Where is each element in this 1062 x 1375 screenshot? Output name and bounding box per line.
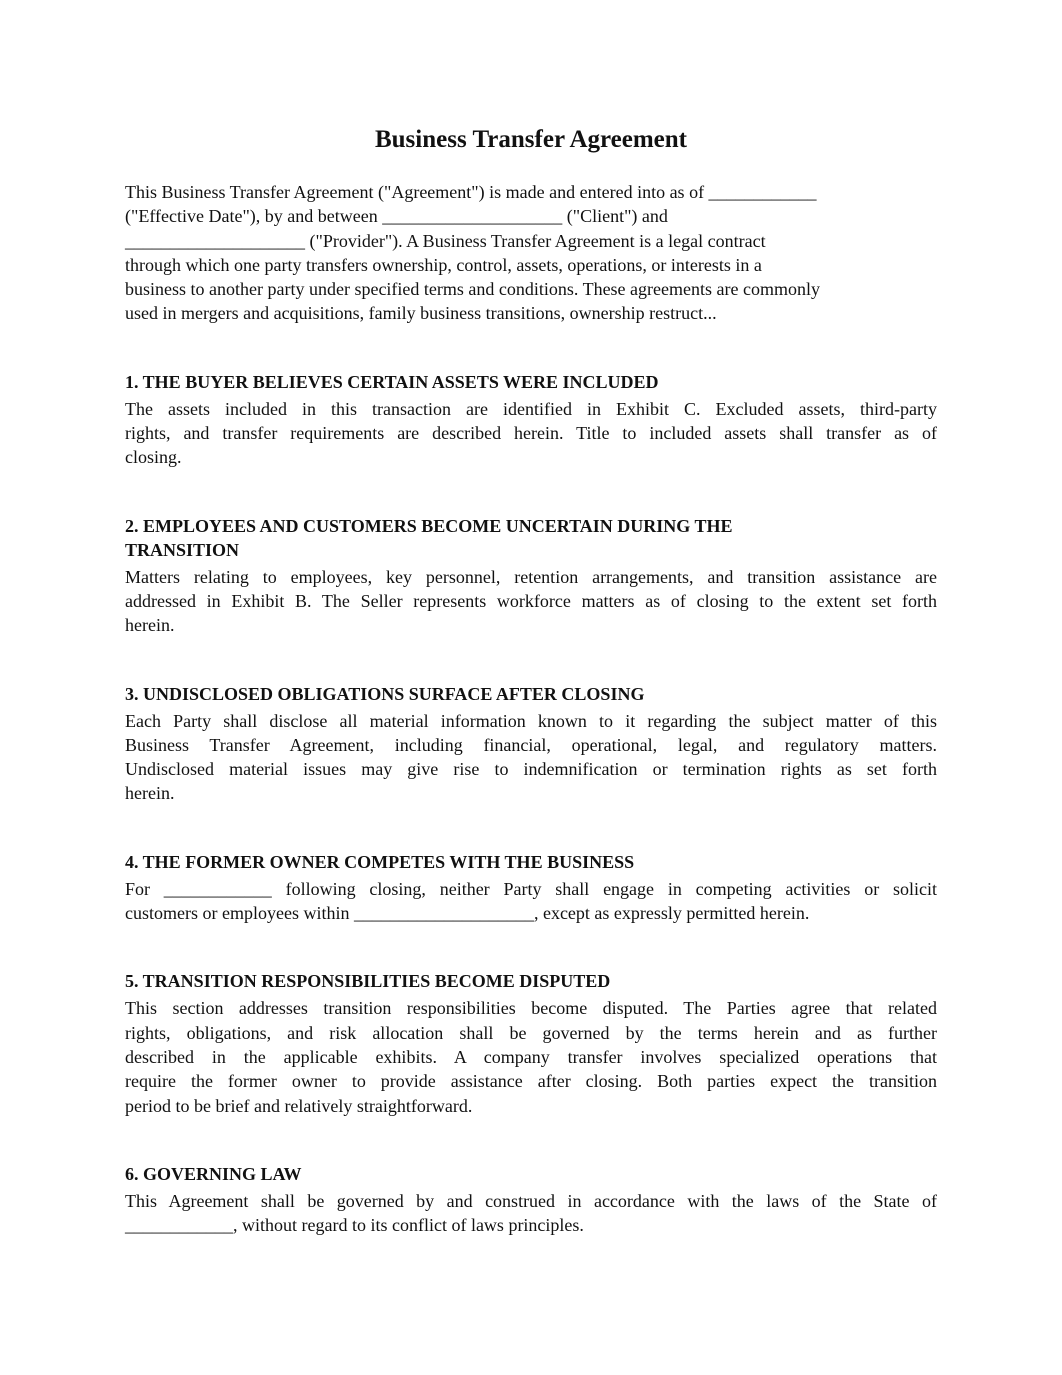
section-heading: 6. GOVERNING LAW	[125, 1163, 302, 1184]
intro-line: business to another party under specified terms and conditions. These agreements are commonly	[125, 279, 820, 300]
intro-line: through which one party transfers ownership, control, assets, operations, or interests in a	[125, 254, 762, 275]
section-body: This Agreement shall be governed by and construed in accordance with the laws of the State of ____________, without regard to its conflict of laws principles.	[125, 1190, 937, 1236]
intro-paragraph	[125, 180, 937, 326]
section-heading: 4. THE FORMER OWNER COMPETES WITH THE BUSINESS	[125, 851, 635, 872]
section-body: Matters relating to employees, key personnel, retention arrangements, and transition assistance are addressed in Exhibit B. The Seller represents workforce matters as of closing to the extent set forth herein.	[125, 566, 937, 636]
section-heading: 2. EMPLOYEES AND CUSTOMERS BECOME UNCERTAIN DURING THE TRANSITION	[125, 515, 733, 560]
section-heading: 1. THE BUYER BELIEVES CERTAIN ASSETS WERE INCLUDED	[125, 371, 659, 392]
section-body: For ____________ following closing, neither Party shall engage in competing activities or solicit customers or employees within ____________________, except as expressly permitted herein.	[125, 878, 937, 924]
document-page	[125, 122, 937, 1237]
document-title: Business Transfer Agreement	[374, 126, 688, 153]
intro-line: ____________________ ("Provider"). A Business Transfer Agreement is a legal contract	[125, 230, 766, 251]
intro-line: This Business Transfer Agreement ("Agreement") is made and entered into as of ____________	[125, 182, 817, 202]
intro-line: ("Effective Date"), by and between ____________________ ("Client") and	[125, 206, 668, 227]
section-heading: 3. UNDISCLOSED OBLIGATIONS SURFACE AFTER CLOSING	[125, 683, 645, 704]
intro-line: used in mergers and acquisitions, family business transitions, ownership restruct...	[125, 303, 717, 324]
section-former-owner-competes	[125, 850, 937, 926]
section-body: The assets included in this transaction are identified in Exhibit C. Excluded assets, third-party rights, and transfer requirements are described herein. Title to included assets shall transfer as of closing.	[125, 398, 937, 468]
section-body: Each Party shall disclose all material information known to it regarding the subject matter of this Business Transfer Agreement, including financial, operational, legal, and regulatory matters. Undisclosed material issues may give rise to indemnification or termination rights as set forth herein.	[125, 710, 937, 804]
section-transition-responsibilities	[125, 969, 937, 1117]
section-buyer-assets	[125, 370, 937, 470]
section-employees-customers	[125, 514, 937, 638]
section-governing-law	[125, 1162, 937, 1238]
section-heading: 5. TRANSITION RESPONSIBILITIES BECOME DISPUTED	[125, 971, 611, 992]
section-undisclosed-obligations	[125, 682, 937, 806]
section-body: This section addresses transition responsibilities become disputed. The Parties agree that related rights, obligations, and risk allocation shall be governed by the terms herein and as further described in the applicable exhibits. A company transfer involves specialized operations that require the former owner to provide assistance after closing. Both parties expect the transition period to be brief and relatively straightforward.	[125, 998, 937, 1116]
